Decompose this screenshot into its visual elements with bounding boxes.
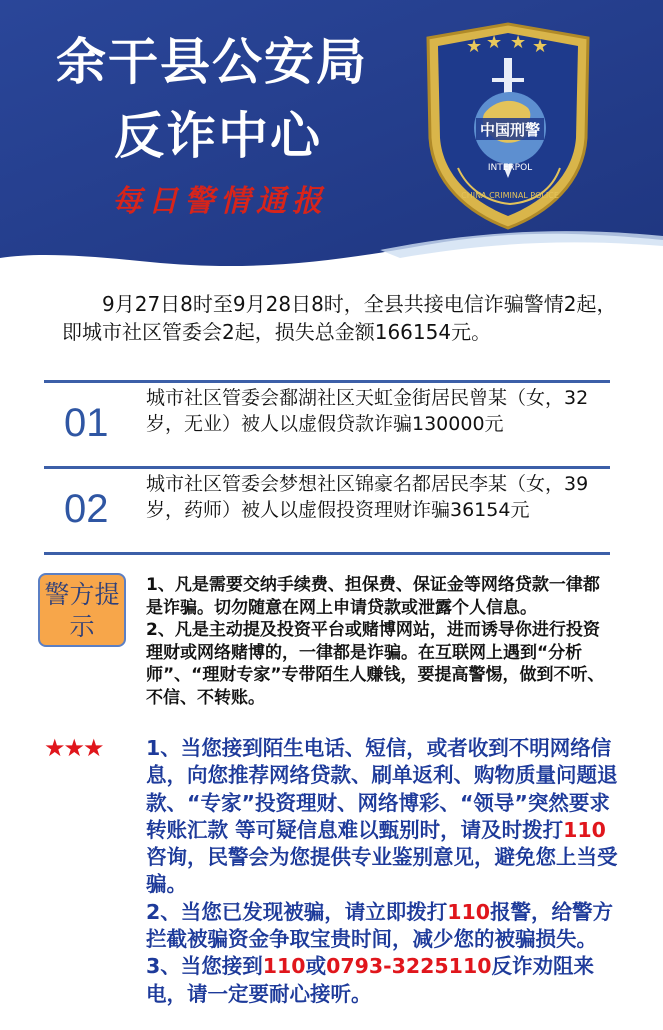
tip-text: 咨询，民警会为您提供专业鉴别意见，避免您上当受骗。 <box>146 845 618 897</box>
tip-text: 或 <box>305 954 327 979</box>
stars-icon: ★★★ <box>44 734 103 762</box>
case-number: 01 <box>64 401 109 445</box>
tip-text: 反诈劝阻来电，请一定要耐心接听。 <box>146 954 594 1006</box>
tip-text: 3、当您接到 <box>146 954 263 979</box>
tips-black-list <box>146 574 616 709</box>
hotline-number: 110 <box>447 899 491 924</box>
tip-text: 2、当您已发现被骗，请立即拨打 <box>146 899 448 924</box>
badge-text-ring: CHINA CRIMINAL POLICE <box>461 191 559 200</box>
header-banner <box>0 0 663 280</box>
police-badge-icon <box>418 18 598 233</box>
case-divider <box>44 552 610 555</box>
badge-text-interpol: INTERPOL <box>487 163 533 173</box>
tip-text: 报警，给警方拦截被骗资金争取宝贵时间，减少您的被骗损失。 <box>146 899 614 952</box>
badge-text-main: 中国刑警 <box>479 121 541 139</box>
tip-text: 1、当您接到陌生电话、短信，或者收到不明网络信息，向您推荐网络贷款、刷单返利、购物质量问题退款、“专家”投资理财、网络博彩、“领导”突然要求转账汇款 等可疑信息难以甄别时，请及时拨打 <box>146 736 618 842</box>
case-number: 02 <box>64 487 109 531</box>
tip-item <box>146 735 618 899</box>
page-title-line2: 反诈中心 <box>114 107 322 165</box>
case-text: 城市社区管委会梦想社区锦豪名都居民李某（女，39岁，药师）被人以虚假投资理财诈骗36154元 <box>146 473 589 521</box>
tip-item <box>146 953 618 1008</box>
tips-blue-list <box>146 735 618 1008</box>
police-tip-label: 警方提示 <box>38 573 126 647</box>
page-subtitle: 每日警情通报 <box>112 184 328 219</box>
badge-star-icon: ★ <box>486 32 503 53</box>
hotline-number: 0793-3225110 <box>326 954 492 979</box>
page-title-line1: 余干县公安局 <box>56 33 368 91</box>
tip-item: 2、凡是主动提及投资平台或赌博网站，进而诱导你进行投资理财或网络赌博的，一律都是诈骗。在互联网上遇到“分析师”、“理财专家”专带陌生人赚钱，要提高警惕，做到不听、不信、不转账。 <box>146 620 605 708</box>
hotline-number: 110 <box>563 817 606 842</box>
case-text: 城市社区管委会鄱湖社区天虹金街居民曾某（女，32岁，无业）被人以虚假贷款诈骗130000元 <box>146 387 589 435</box>
tip-item <box>146 899 618 954</box>
summary-paragraph: 9月27日8时至9月28日8时，全县共接电信诈骗警情2起，即城市社区管委会2起，损失总金额166154元。 <box>62 292 617 344</box>
case-item <box>44 380 610 464</box>
tip-item: 1、凡是需要交纳手续费、担保费、保证金等网络贷款一律都是诈骗。切勿随意在网上申请贷款或泄露个人信息。 <box>146 575 600 618</box>
case-item <box>44 466 610 550</box>
badge-star-icon: ★ <box>510 32 527 53</box>
hotline-number: 110 <box>262 954 306 979</box>
badge-star-icon: ★ <box>466 36 483 57</box>
badge-star-icon: ★ <box>532 36 549 57</box>
